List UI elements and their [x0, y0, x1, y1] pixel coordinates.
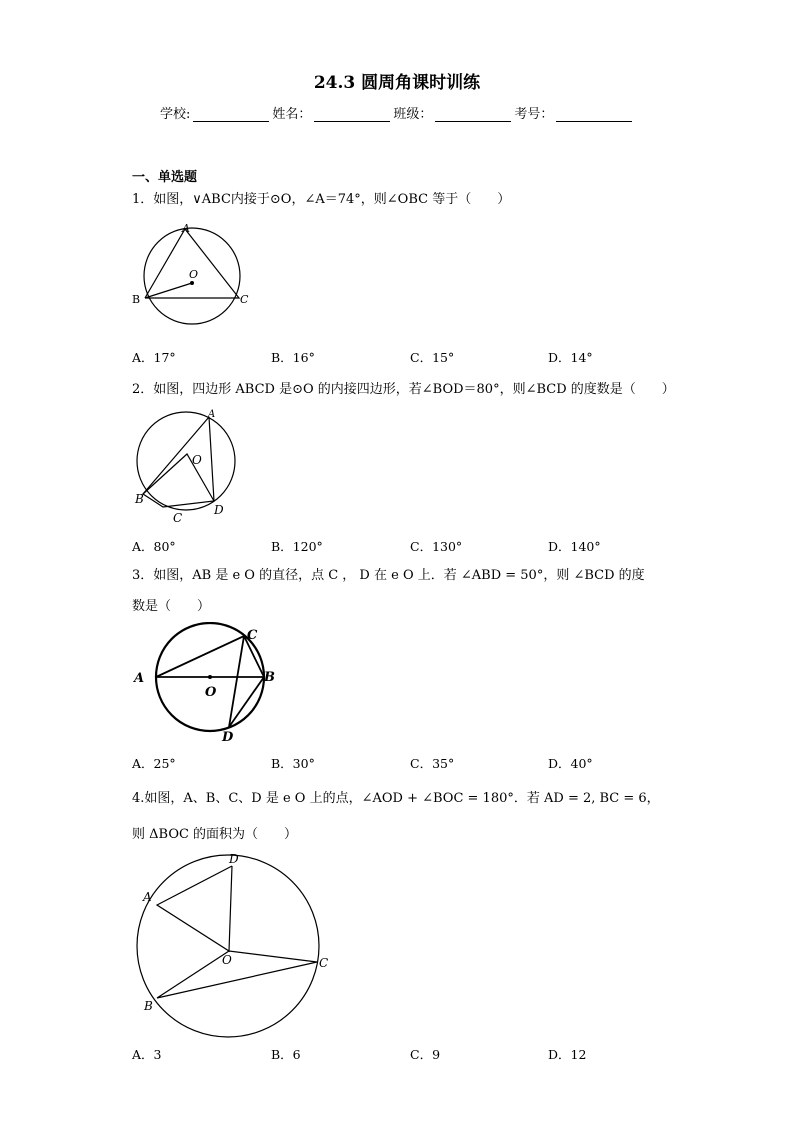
class-label: 班级：	[393, 107, 433, 122]
q4-option-c[interactable]: C．9	[410, 1047, 441, 1062]
q3-option-b[interactable]: B．30°	[271, 756, 315, 771]
question-3-text-line-1: 3．如图，AB 是 e O 的直径，点 C ， D 在 e O 上．若 ∠ABD = 50°，则 ∠BCD 的度	[132, 568, 645, 583]
question-4-figure	[136, 848, 336, 1040]
question-3-text-line-2: 数是（ ）	[132, 599, 211, 614]
section-heading: 一、单选题	[132, 170, 198, 185]
question-1-figure	[130, 218, 260, 338]
school-label: 学校:	[160, 107, 191, 122]
name-label: 姓名：	[272, 107, 312, 122]
q2-option-a[interactable]: A．80°	[132, 539, 176, 554]
q1-option-d[interactable]: D．14°	[548, 350, 593, 365]
q3-label-c: C	[247, 628, 258, 643]
q1-label-o: O	[189, 268, 199, 281]
q1-label-b: B	[132, 293, 141, 306]
class-blank[interactable]	[435, 107, 511, 122]
name-blank[interactable]	[314, 107, 390, 122]
q4-label-d: D	[229, 852, 239, 866]
q3-label-o: O	[205, 685, 217, 700]
q1-option-c[interactable]: C．15°	[410, 350, 455, 365]
school-blank[interactable]	[193, 107, 269, 122]
student-info-line	[160, 103, 635, 122]
exam-number-blank[interactable]	[556, 107, 632, 122]
q2-option-d[interactable]: D．140°	[548, 539, 601, 554]
q3-option-c[interactable]: C．35°	[410, 756, 455, 771]
q2-label-b: B	[135, 492, 144, 506]
q4-label-a: A	[143, 890, 152, 904]
q2-label-c: C	[173, 511, 183, 525]
question-1-text: 1．如图，∨ABC内接于⊙O，∠A＝74°，则∠OBC 等于（ ）	[132, 192, 511, 207]
q4-label-o: O	[222, 953, 232, 967]
q3-label-d: D	[222, 730, 234, 745]
question-2-figure	[130, 405, 250, 529]
q4-option-b[interactable]: B．6	[271, 1047, 301, 1062]
q1-label-c: C	[240, 293, 249, 306]
q2-label-a: A	[208, 409, 216, 420]
question-4-text-line-1: 4.如图，A、B、C、D 是 e O 上的点，∠AOD + ∠BOC = 180°．若 AD = 2, BC = 6，	[132, 791, 660, 806]
q2-option-c[interactable]: C．130°	[410, 539, 463, 554]
q4-label-c: C	[319, 956, 329, 970]
q3-option-a[interactable]: A．25°	[132, 756, 176, 771]
q2-label-d: D	[214, 503, 224, 517]
q4-label-b: B	[144, 999, 153, 1013]
q3-label-b: B	[264, 670, 275, 685]
q1-option-b[interactable]: B．16°	[271, 350, 315, 365]
q1-option-a[interactable]: A．17°	[132, 350, 176, 365]
page-title: 24.3 圆周角课时训练	[313, 73, 481, 93]
q2-option-b[interactable]: B．120°	[271, 539, 323, 554]
question-2-text: 2．如图，四边形 ABCD 是⊙O 的内接四边形，若∠BOD＝80°，则∠BCD 的度数是（ ）	[132, 382, 675, 397]
q3-label-a: A	[134, 671, 145, 686]
q3-option-d[interactable]: D．40°	[548, 756, 593, 771]
q4-option-a[interactable]: A．3	[132, 1047, 162, 1062]
question-4-text-line-2: 则 ΔBOC 的面积为（ ）	[132, 827, 298, 842]
q2-label-o: O	[192, 453, 202, 467]
question-3-figure	[128, 622, 288, 748]
q4-option-d[interactable]: D．12	[548, 1047, 587, 1062]
exam-number-label: 考号：	[514, 107, 554, 122]
q1-label-a: A	[182, 222, 190, 235]
